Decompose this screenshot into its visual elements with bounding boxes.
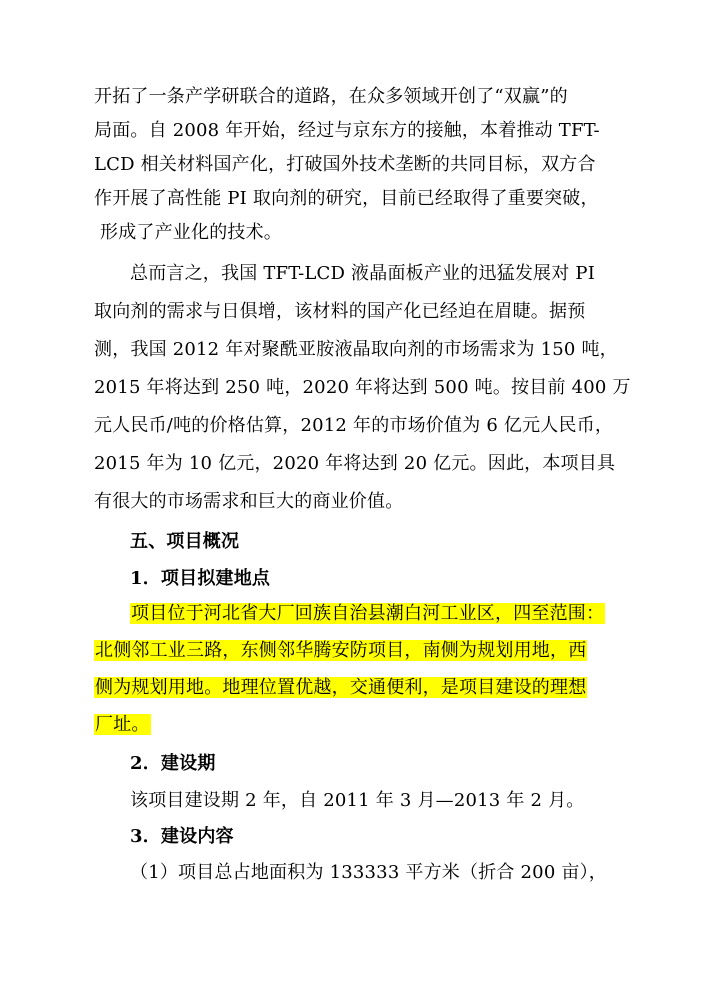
highlighted-line-3	[94, 675, 587, 701]
paragraph-2-line-5: 元人民币/吨的价格估算，2012 年的市场价值为 6 亿元人民币，	[94, 415, 614, 436]
paragraph-1-line-5: 形成了产业化的技术。	[100, 222, 282, 243]
highlight-span: 项目位于河北省大厂回族自治县潮白河工业区，四至范围：	[131, 603, 605, 624]
construction-period-text: 该项目建设期 2 年，自 2011 年 3 月—2013 年 2 月。	[130, 790, 585, 811]
subsection-3-heading: 3．建设内容	[130, 826, 234, 847]
highlight-span: 厂址。	[95, 714, 150, 735]
paragraph-1-line-4: 作开展了高性能 PI 取向剂的研究，目前已经取得了重要突破，	[94, 188, 599, 209]
paragraph-2-line-3: 测，我国 2012 年对聚酰亚胺液晶取向剂的市场需求为 150 吨，	[94, 339, 618, 360]
subsection-2-heading: 2．建设期	[130, 753, 216, 774]
paragraph-2-line-1: 总而言之，我国 TFT-LCD 液晶面板产业的迅猛发展对 PI	[130, 263, 596, 284]
highlighted-line-1	[130, 601, 605, 627]
paragraph-1-line-1: 开拓了一条产学研联合的道路，在众多领域开创了“双赢”的	[94, 86, 568, 107]
highlight-span: 侧为规划用地。地理位置优越，交通便利，是项目建设的理想	[95, 677, 587, 698]
section-5-heading: 五、项目概况	[130, 531, 240, 552]
paragraph-1-line-2: 局面。自 2008 年开始，经过与京东方的接触，本着推动 TFT-	[94, 120, 600, 141]
highlight-span: 北侧邻工业三路，东侧邻华腾安防项目，南侧为规划用地，西	[95, 640, 587, 661]
highlighted-line-2	[94, 638, 587, 664]
paragraph-2-line-6: 2015 年为 10 亿元，2020 年将达到 20 亿元。因此，本项目具	[94, 453, 616, 474]
paragraph-2-line-4: 2015 年将达到 250 吨，2020 年将达到 500 吨。按目前 400 万	[94, 377, 631, 398]
paragraph-2-line-7: 有很大的市场需求和巨大的商业价值。	[94, 491, 404, 512]
subsection-1-heading: 1．项目拟建地点	[130, 568, 271, 589]
paragraph-2-line-2: 取向剂的需求与日俱增，该材料的国产化已经迫在眉睫。据预	[94, 301, 586, 322]
paragraph-1-line-3: LCD 相关材料国产化，打破国外技术垄断的共同目标，双方合	[94, 154, 596, 175]
highlighted-line-4	[94, 712, 151, 738]
content-item-1: （1）项目总占地面积为 133333 平方米（折合 200 亩），	[130, 862, 608, 883]
